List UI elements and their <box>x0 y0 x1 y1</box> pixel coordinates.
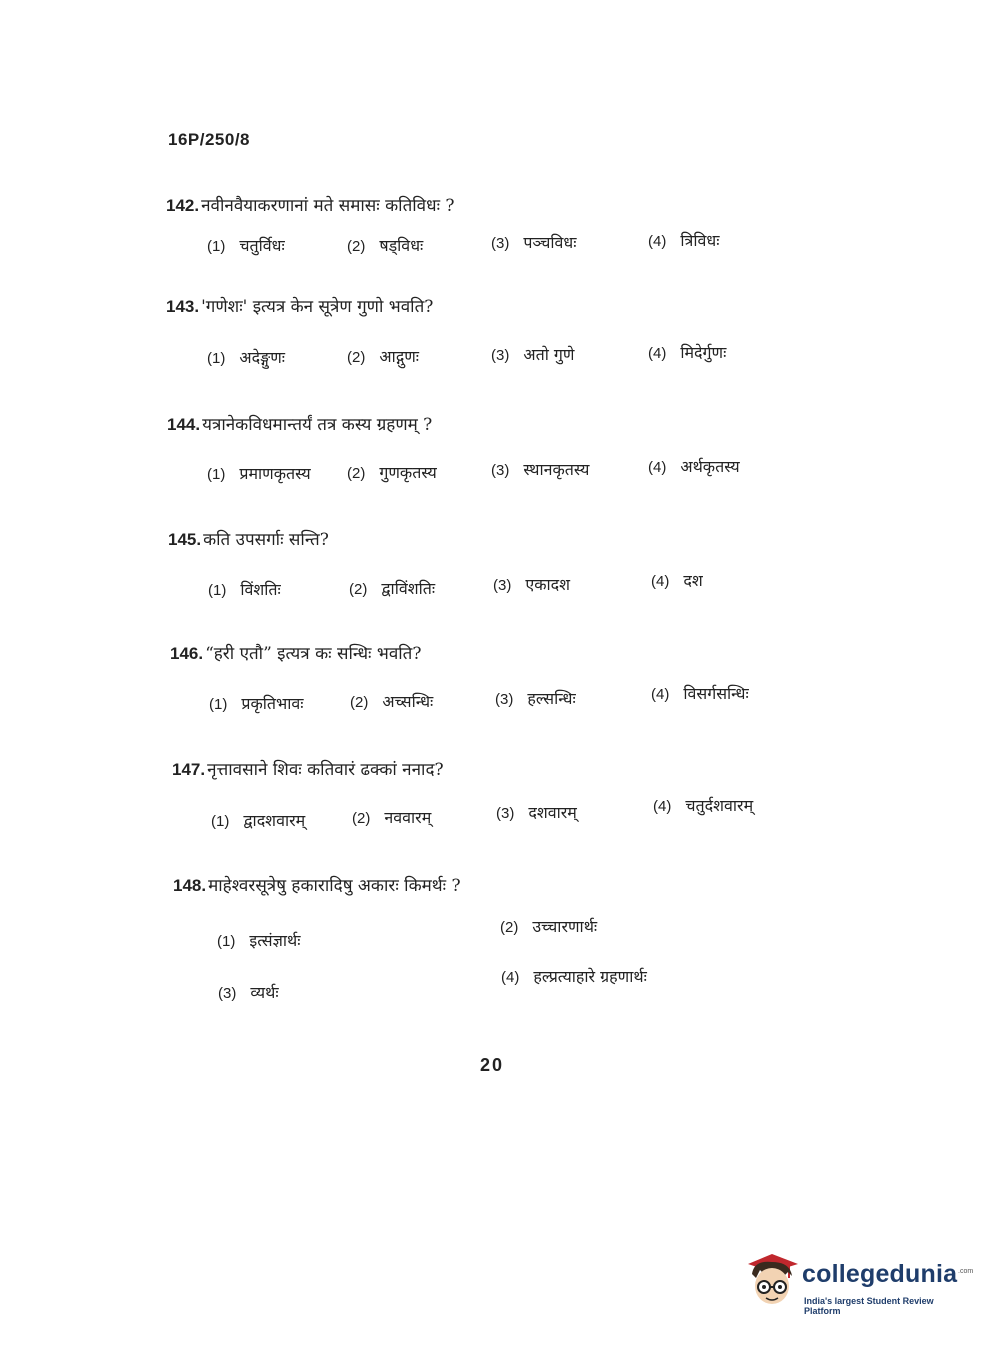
question-text: नवीनवैयाकरणानां मते समासः कतिविधः ? <box>201 196 455 216</box>
option-147-1: (1) द्वादशवारम् <box>211 811 306 830</box>
question-text: कति उपसर्गाः सन्ति? <box>203 530 329 550</box>
option-146-3: (3) हल्सन्धिः <box>495 689 576 708</box>
question-number: 148. <box>173 876 207 895</box>
option-146-2: (2) अच्सन्धिः <box>350 692 434 711</box>
question-146 <box>170 641 422 664</box>
option-143-2: (2) आद्गुणः <box>347 347 420 366</box>
brand-tagline: India's largest Student Review Platform <box>804 1296 934 1316</box>
question-142 <box>166 193 455 216</box>
question-145 <box>168 527 329 550</box>
question-number: 142. <box>166 196 200 215</box>
option-142-4: (4) त्रिविधः <box>648 231 720 250</box>
option-147-4: (4) चतुर्दशवारम् <box>653 796 754 815</box>
mascot-logo-icon <box>742 1250 802 1314</box>
option-148-2: (2) उच्चारणार्थः <box>500 917 598 936</box>
question-148 <box>173 873 461 896</box>
question-text: यत्रानेकविधमान्तर्यं तत्र कस्य ग्रहणम् ? <box>202 415 433 435</box>
option-143-4: (4) मिदेर्गुणः <box>648 343 727 362</box>
option-144-4: (4) अर्थकृतस्य <box>648 457 740 476</box>
question-number: 147. <box>172 760 206 779</box>
option-143-1: (1) अदेङ्गुणः <box>207 348 285 367</box>
question-144 <box>167 412 432 435</box>
option-145-3: (3) एकादश <box>493 575 570 594</box>
option-146-4: (4) विसर्गसन्धिः <box>651 684 749 703</box>
option-144-1: (1) प्रमाणकृतस्य <box>207 464 311 483</box>
question-text: माहेश्वरसूत्रेषु हकारादिषु अकारः किमर्थः ? <box>208 876 461 896</box>
option-148-1: (1) इत्संज्ञार्थः <box>217 931 301 950</box>
question-number: 144. <box>167 415 201 434</box>
question-text: 'गणेशः' इत्यत्र केन सूत्रेण गुणो भवति? <box>201 297 434 317</box>
option-142-3: (3) पञ्चविधः <box>491 233 577 252</box>
option-145-1: (1) विंशतिः <box>208 580 281 599</box>
question-number: 143. <box>166 297 200 316</box>
option-145-4: (4) दश <box>651 571 703 590</box>
brand-watermark <box>742 1250 972 1320</box>
question-text: “हरी एतौ” इत्यत्र कः सन्धिः भवति? <box>205 644 422 664</box>
question-147 <box>172 757 444 780</box>
option-142-1: (1) चतुर्विधः <box>207 236 285 255</box>
page-number: 20 <box>480 1055 505 1075</box>
option-142-2: (2) षड्विधः <box>347 236 424 255</box>
option-144-3: (3) स्थानकृतस्य <box>491 460 590 479</box>
paper-code: 16P/250/8 <box>168 130 251 149</box>
option-144-2: (2) गुणकृतस्य <box>347 463 437 482</box>
option-148-4: (4) हल्प्रत्याहारे ग्रहणार्थः <box>501 967 647 986</box>
option-148-3: (3) व्यर्थः <box>218 983 279 1002</box>
option-147-3: (3) दशवारम् <box>496 803 577 822</box>
option-147-2: (2) नववारम् <box>352 808 432 827</box>
question-number: 145. <box>168 530 202 549</box>
option-145-2: (2) द्वाविंशतिः <box>349 579 436 598</box>
brand-domain: .com <box>958 1268 974 1275</box>
option-143-3: (3) अतो गुणे <box>491 345 575 364</box>
question-number: 146. <box>170 644 204 663</box>
question-text: नृत्तावसाने शिवः कतिवारं ढक्कां ननाद? <box>207 760 444 780</box>
question-143 <box>166 294 433 317</box>
option-146-1: (1) प्रकृतिभावः <box>209 694 304 713</box>
brand-name: collegedunia <box>802 1260 958 1288</box>
